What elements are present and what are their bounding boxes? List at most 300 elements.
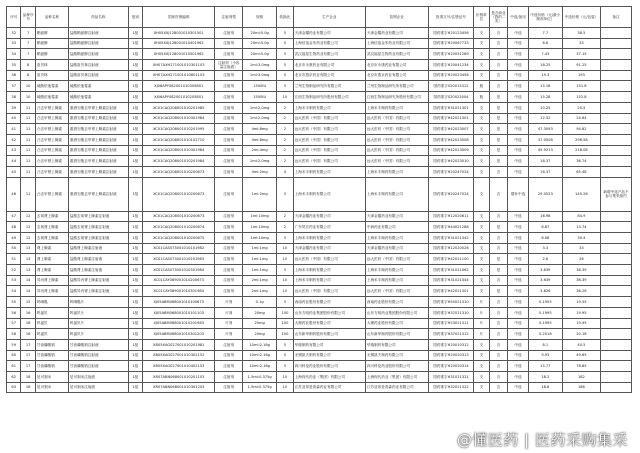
table-cell: 1ml:3.0mg [243,60,277,71]
table-cell: 国药准字H20023456 [428,70,473,81]
table-cell: 支 [474,211,489,222]
column-header: 国家医保编码 [143,7,215,28]
table-cell: 10 [277,254,294,265]
table-cell: 否 [489,70,508,81]
table-cell: 100 [277,318,294,329]
table-cell: 5 [277,297,294,308]
table-cell: 100 [277,307,294,318]
table-row [7,382,632,393]
table-cell: 支 [474,222,489,233]
table-cell: 支 [474,134,489,145]
table-cell: 中选 [508,145,529,156]
table-cell: 注射剂 [215,156,243,167]
table-cell: 18.25 [528,60,562,71]
table-cell: 吗啉胍片 [68,297,128,308]
table-cell: 国药准字H20051289 [428,49,473,60]
table-cell: 国药准字H42021301 [428,113,473,124]
column-header: 品种名称 [35,7,68,28]
table-cell: 中选 [508,60,529,71]
table-cell: 151.8 [562,81,600,92]
table-cell: 是 [489,92,508,103]
table-cell: 145.26 [562,177,600,211]
table-cell: 20mg [243,329,277,340]
table-cell: 中选 [508,81,529,92]
table-cell: 远大医药（中国）有限公司 [293,286,365,297]
table-cell [601,361,632,372]
table-cell: 注射剂 [215,254,243,265]
table-cell: 是 [489,134,508,145]
table-cell: 40 [7,113,21,124]
table-cell: 0.1g [243,297,277,308]
table-cell: 中选 [508,243,529,254]
table-cell: 山东新华制药股份有限公司 [293,329,365,340]
table-cell: 片 [474,307,489,318]
table-cell [601,243,632,254]
table-cell: 11 [21,134,35,145]
table-cell: 硫酸依他霉素 [35,81,68,92]
table-cell: 59 [7,339,21,350]
table-cell: 20.5 [562,102,600,113]
table-cell [601,113,632,124]
table-row [7,92,632,103]
table-cell: 20ml:5.0g [243,38,277,49]
table-cell: 1组 [128,124,142,135]
table-row [7,28,632,39]
table-cell: 5 [277,177,294,211]
table-cell: 国药准字H42021100 [428,254,473,265]
table-cell: 5 [277,49,294,60]
table-cell: 天津金耀药业有限公司 [365,211,428,222]
table-cell: 支 [474,350,489,361]
table-cell: 国药准字H20020313 [428,350,473,361]
table-cell: 1组 [128,38,142,49]
table-cell: 5 [277,28,294,39]
table-cell: 7 [21,28,35,39]
table-cell: 2ml:1mg [243,275,277,286]
table-cell: 否 [489,81,508,92]
table-cell: 19.95 [562,318,600,329]
table-cell: 0.1955 [528,297,562,308]
table-row [7,222,632,233]
table-cell: 1组 [128,166,142,177]
table-cell: 国药准字H53021311 [428,318,473,329]
table-cell: 1组 [128,254,142,265]
table-cell: 32 [7,28,21,39]
table-cell: 11 [21,124,35,135]
table-cell: 16 [21,318,35,329]
table-cell: 否 [489,49,508,60]
table-cell: 上海现代药业（集团）有限公司 [293,371,365,382]
table-cell: 43 [7,145,21,156]
table-cell: 6.08 [528,233,562,244]
table-cell: 支 [474,38,489,49]
table-cell: 中选 [508,307,529,318]
table-cell: 2.6 [528,254,562,265]
table-cell: 片剂 [215,307,243,318]
table-cell: 91.25 [562,60,600,71]
table-cell: 41 [7,124,21,135]
table-cell: 华瑞制药有限公司 [293,339,365,350]
table-cell: 1组 [128,60,142,71]
table-cell: 武汉福星生物药业有限公司 [293,49,365,60]
table-cell: 重酒石酸去甲肾上腺素注射液 [68,177,128,211]
table-cell: 中选 [508,329,529,340]
table-cell: XC01CAQ208001010200675 [143,233,215,244]
table-cell: 36.39 [562,275,600,286]
table-cell: 10 [277,371,294,382]
column-header: 备注 [601,7,632,28]
table-cell: 11 [21,156,35,167]
table-cell: XC01CAQ208001010200674 [143,222,215,233]
table-cell: 否 [489,60,508,71]
table-cell: 56 [7,307,21,318]
table-cell: 硫酸依他霉素 [35,92,68,103]
table-cell: XC01CAQ208001010200673 [143,211,215,222]
table-cell: 盐酸去氧肾上腺素注射液 [68,233,128,244]
table-cell: 肾上腺素 [35,243,68,254]
table-cell: XC01CAY089001010301984 [143,286,215,297]
table-row [7,38,632,49]
table-cell: 上海禾丰制药有限公司 [293,177,365,211]
table-cell: 51 [7,254,21,265]
table-cell: 支 [474,60,489,71]
table-row [7,166,632,177]
table-cell: 33 [562,38,600,49]
table-cell: 片剂 [215,329,243,340]
table-cell: 否 [489,339,508,350]
table-cell: 1.5ml:0.375g [243,382,277,393]
table-cell: 否 [489,361,508,372]
table-cell: 远大医药（中国）有限公司 [365,286,428,297]
table-cell: 49.65 [562,350,600,361]
table-cell: 国药准字H42023008 [428,134,473,145]
table-cell: 国药准字H20247024 [428,177,473,211]
table-cell: 1ml:10mg [243,233,277,244]
table-cell [601,286,632,297]
table-cell: 15.77 [528,361,562,372]
table-cell: 江苏亚邦爱普森药业有限公司 [293,382,365,393]
table-cell: XC01CAY089001010200673 [143,275,215,286]
table-cell [601,81,632,92]
table-cell: 19.55 [562,297,600,308]
table-cell: 盐酸肾上腺素注射液 [68,243,128,254]
table-cell: 凸去甲肾上腺素 [35,145,68,156]
table-cell: 11 [21,145,35,156]
table-cell: 13.74 [562,222,600,233]
table-cell: 上海禾丰制药有限公司 [365,166,428,177]
table-row [7,145,632,156]
table-cell: 中选 [508,70,529,81]
table-cell: 5 [277,361,294,372]
table-cell: 盐酸洛贝林注射液 [68,70,128,81]
table-cell: 36.26 [562,286,600,297]
table-cell: 注射剂 [215,286,243,297]
table-cell: 鞘氨醇 [35,49,68,60]
table-cell: XJ05ABM068001010201983 [143,318,215,329]
table-cell: 支 [474,233,489,244]
table-cell: 18 [21,382,35,393]
table-cell: 1组 [128,70,142,81]
table-cell: 片 [474,329,489,340]
table-cell: 中选 [508,350,529,361]
table-row [7,211,632,222]
table-cell: 吗氯贝片 [68,329,128,340]
table-cell: 否 [489,243,508,254]
table-cell: 50 [7,243,21,254]
table-cell: 注射剂 [215,339,243,350]
table-cell [601,124,632,135]
table-cell: 10ml:2.16g [243,361,277,372]
table-cell: 40.5 [562,339,600,350]
table-cell: 去氧肾上腺素 [35,233,68,244]
table-cell: 1组 [128,145,142,156]
table-cell: 中选 [508,28,529,39]
table-cell: 支 [474,113,489,124]
table-row [7,70,632,81]
table-cell: 远大医药（中国）有限公司 [293,134,365,145]
table-cell: 11 [21,177,35,211]
table-cell: 国药准字H31021344 [428,275,473,286]
table-cell: 支 [474,49,489,60]
table-cell: XC01CAQ208001010201985 [143,102,215,113]
table-cell: 江西生物制品研究所股份有限公司 [293,92,365,103]
table-cell: 6.87 [528,222,562,233]
table-cell: 远大医药（中国）有限公司 [365,254,428,265]
table-cell: 18.6 [528,382,562,393]
table-cell: 61 [7,361,21,372]
table-cell: 17 [21,361,35,372]
table-cell: 远大医药（中国）有限公司 [365,145,428,156]
table-cell: 注射剂 [215,222,243,233]
table-cell: 4ml:2mg [243,166,277,177]
table-cell: 否 [489,233,508,244]
table-cell: 是 [489,156,508,167]
table-cell: 1组 [128,156,142,167]
table-cell: 37 [7,81,21,92]
drug-price-table [6,6,632,393]
table-row [7,329,632,340]
table-cell: 53 [7,275,21,286]
table-cell: 支 [474,145,489,156]
table-cell: 重酒石酸去甲肾上腺素注射液 [68,102,128,113]
table-cell: 国药准字H12020611 [428,211,473,222]
table-cell: 否 [489,371,508,382]
table-cell: 是 [489,124,508,135]
table-cell: 1组 [128,222,142,233]
table-cell: 中选 [508,254,529,265]
table-cell: 7.43 [528,49,562,60]
table-cell: 中选 [508,166,529,177]
table-cell: XC01CAQ208001010301984 [143,145,215,156]
table-cell: 支 [474,382,489,393]
table-cell [601,254,632,265]
table-cell: 中选 [508,156,529,167]
table-cell: XC01CAS073001010301984 [143,265,215,276]
table-cell: 支 [474,243,489,254]
table-cell: 中选 [508,222,529,233]
table-row [7,60,632,71]
table-cell: 国药准字H20247024 [428,166,473,177]
column-header: 价格单位 [474,7,489,28]
table-cell: 远大医药（中国）有限公司 [365,156,428,167]
table-cell [601,339,632,350]
table-cell: 国药准字H20041234 [428,60,473,71]
table-cell: 西南药业股份有限公司 [365,297,428,308]
table-cell: 1ml:1mg [243,254,277,265]
table-cell: 凸去甲肾上腺素 [35,156,68,167]
table-row [7,318,632,329]
table-cell: 支 [474,361,489,372]
column-header: 序号 [7,7,21,28]
table-cell: 30.4 [562,233,600,244]
table-cell: 6.6 [528,38,562,49]
table-cell: 47 [7,211,21,222]
table-cell: 国药准字H32021322 [428,382,473,393]
table-cell: 17 [21,339,35,350]
table-cell [601,70,632,81]
table-cell: 中选 [508,233,529,244]
table-cell: 1组 [128,233,142,244]
watermark: @懂医药 | 医药采购集采 [456,431,628,449]
table-cell: 2 [277,145,294,156]
table-cell: 1组 [128,113,142,124]
table-cell: 15 [21,297,35,308]
table-cell: 2 [277,113,294,124]
table-cell: 否 [489,177,508,211]
table-body [7,28,632,393]
table-cell [601,166,632,177]
table-cell: 国药准字H44021288 [428,222,473,233]
table-cell: 7 [21,49,35,60]
table-cell: 注射剂 [215,265,243,276]
table-cell: 16.98 [528,211,562,222]
table-cell: 凸去甲肾上腺素 [35,166,68,177]
table-cell: 盐酸鞘氨醇注射液 [68,49,128,60]
table-cell: 否 [489,211,508,222]
table-cell: 1ml:10mg [243,211,277,222]
table-cell: 8 [21,70,35,81]
table-cell: 尼可刹米 [35,371,68,382]
table-cell: 中选 [508,275,529,286]
table-cell: 重酒石酸去甲肾上腺素注射液 [68,145,128,156]
table-cell: 异丙肾上腺素 [35,275,68,286]
table-cell [601,350,632,361]
table-cell: 37.0508 [528,134,562,145]
table-cell: XH07AXH271001010301103 [143,60,215,71]
table-cell: 否 [489,307,508,318]
table-cell: 国药准字H12020526 [428,243,473,254]
table-cell: 是 [489,113,508,124]
table-cell: 上海禾丰制药有限公司 [365,102,428,113]
table-cell: 国药准字H31021301 [428,102,473,113]
table-row [7,265,632,276]
table-row [7,124,632,135]
column-header: 中选价格（元/包装） [562,7,600,28]
table-cell: 江苏亚邦爱普森药业有限公司 [365,382,428,393]
table-cell: 上海现代药业（集团）有限公司 [365,371,428,382]
table-cell: 94.62 [562,124,600,135]
table-cell [601,211,632,222]
table-cell: 否 [489,166,508,177]
table-cell: 2 [277,134,294,145]
table-cell: 1组 [128,361,142,372]
column-header: 批准文号/注册证号 [428,7,473,28]
table-cell: 1组 [128,102,142,113]
table-cell: 5 [277,70,294,81]
table-cell: 58 [7,329,21,340]
table-cell: 13 [21,254,35,265]
table-cell: 1.5ml:0.375g [243,371,277,382]
table-cell: 凸去甲肾上腺素 [35,113,68,124]
table-row [7,156,632,167]
table-cell: 17 [21,350,35,361]
table-cell: 吗氯贝 [35,307,68,318]
table-cell: 增补中选 [508,177,529,211]
table-cell: 甘油磷酸钠注射液 [68,361,128,372]
table-cell: 15.18 [528,81,562,92]
table-cell: 兰州生物制品研究所有限公司 [365,81,428,92]
table-cell: 1组 [128,382,142,393]
table-cell [601,265,632,276]
table-cell: XB05XAG027001010302152 [143,350,215,361]
table-cell: 国药准字H20067733 [428,38,473,49]
table-cell: 否 [489,350,508,361]
table-cell [601,222,632,233]
table-cell: 中选 [508,38,529,49]
table-row [7,243,632,254]
table-cell: 盐酸鞘氨醇注射液 [68,38,128,49]
column-header: 转换比 [277,7,294,28]
table-cell: 中选 [508,286,529,297]
table-cell: 1组 [128,371,142,382]
table-cell: 注射剂 [215,361,243,372]
table-cell [601,382,632,393]
table-header [7,7,632,28]
table-cell: 山东方明药业集团股份有限公司 [365,307,428,318]
table-cell: 57 [7,318,21,329]
table-cell: 北京市燕京药业有限公司 [293,70,365,81]
table-cell: 12 [21,222,35,233]
table-cell: 5 [277,233,294,244]
table-cell: XR07ABN068001010301203 [143,382,215,393]
table-cell: 北京市永康药业有限公司 [365,60,428,71]
table-cell: XB05XAG027001010201981 [143,339,215,350]
table-cell: XC01CAS073001010201983 [143,254,215,265]
column-header: 是否商业（我的二类） [489,7,508,28]
table-cell: 中选 [508,265,529,276]
table-cell: 1组 [128,339,142,350]
table-cell: 尼可刹米注射液 [68,382,128,393]
table-cell: 1组 [128,92,142,103]
table-cell: 鞘氨醇 [35,28,68,39]
table-cell: XJ06APY082001010205801 [143,92,215,103]
table-cell: 注射剂 [215,124,243,135]
table-cell: 远大医药（中国）有限公司 [293,124,365,135]
table-cell: 异丙肾上腺素 [35,286,68,297]
table-cell: 吗氯贝 [35,329,68,340]
table-cell: 上海信谊金朱药业有限公司 [365,38,428,49]
table-cell: 注射剂 [215,28,243,39]
table-cell: 35 [7,60,21,71]
table-cell: 天津金耀药业有限公司 [293,211,365,222]
table-cell: 2 [277,124,294,135]
table-cell [601,145,632,156]
table-cell: 尼可刹米 [35,382,68,393]
table-cell: 盐酸去氧肾上腺素注射液 [68,211,128,222]
table-cell: 47.3093 [528,124,562,135]
table-cell: 注射剂 [215,113,243,124]
table-cell: 1组 [128,286,142,297]
